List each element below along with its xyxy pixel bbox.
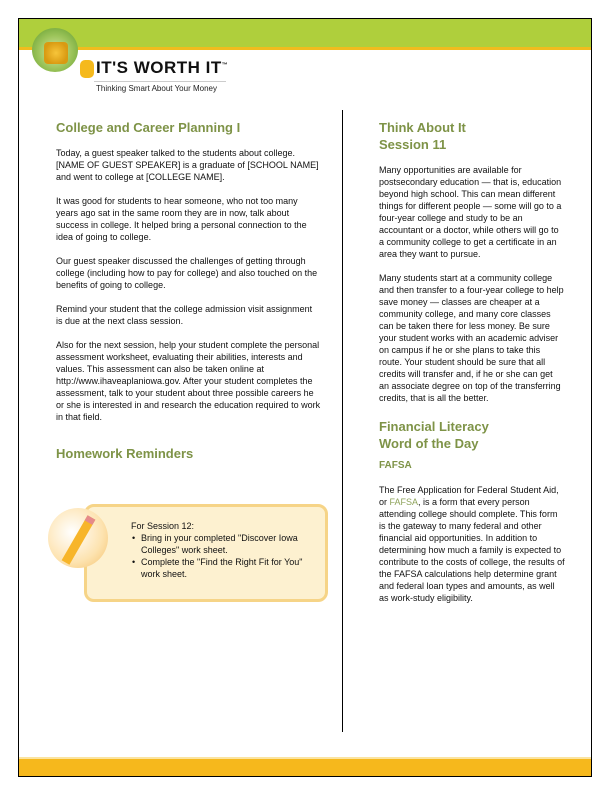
paragraph: Our guest speaker discussed the challenges of getting through college (including how to pay for college) and also touched on the benefits of going to college. [56,256,318,290]
homework-list [131,520,316,580]
paragraph: Remind your student that the college admission visit assignment is due at the next class session. [56,304,313,326]
definition [379,484,565,604]
callout-title: For Session 12: [131,521,195,531]
coins-cloud-icon [32,28,78,72]
paragraph: Today, a guest speaker talked to the students about college. [NAME OF GUEST SPEAKER] is a graduate of [SCHOOL NAME] and went to college at [COLLEGE NAME]. [56,148,319,182]
homework-heading: Homework Reminders [56,446,194,461]
brand-text: IT'S WORTH IT [96,58,222,77]
paragraph: Many opportunities are available for postsecondary education — that is, education beyond high school. This can mean different things for different people — some will go to a four-year college and study to be an accountant or a doctor, while others will go to a community college to get a certificate in an area they want to pursue. [379,165,562,259]
pencil-icon [48,508,108,568]
paragraph: Many students start at a community college and then transfer to a four-year college to help save money — classes are cheaper at a community college, and many core classes can be taken there for less money. Be sure your student works with an academic adviser on campus if he or she plans to take this route. Your student should be sure that all credits will transfer and, if he or she can get an associate degree on top of the transferring credits, that is all the better. [379,273,564,403]
section-heading: College and Career Planning I [56,120,241,135]
right-column [379,119,565,604]
definition-text: , is a form that every person attending college should complete. This form is the gateway to many federal and other financial aid opportunities. In addition to determining how much a family is expected to contribute to the costs of college, the results of the FAFSA calculations help determine grant and federal loan types and amounts, as well as work-study eligibility. [379,497,565,603]
definition-term: FAFSA [389,497,419,507]
paragraph: Also for the next session, help your student complete the personal assessment worksheet, evaluating their abilities, interests and values. This assessment can also be taken online at http://www.ihaveaplaniowa.gov. After your student completes the assessment, talk to your student about three possible careers he or she is interested in and research the education required to work in that field. [56,340,321,422]
definition-text: The Free Application for Federal Student Aid, or [379,485,559,507]
paragraph: It was good for students to hear someone, who not too many years ago sat in the same room they are in now, talk about success in college. It helped bring a personal connection to the idea of going to college. [56,196,307,242]
footer-bar [19,757,591,776]
session-heading: Session 11 [379,137,447,152]
left-column [56,119,321,462]
word-of-day-heading: Word of the Day [379,436,479,451]
section-heading: Think About It [379,120,466,135]
brand-name [96,58,228,78]
financial-literacy-heading: Financial Literacy [379,419,489,434]
list-item: • Complete the "Find the Right Fit for You" work sheet. [141,556,316,580]
list-item: • Bring in your completed "Discover Iowa Colleges" work sheet. [141,532,316,556]
trademark: ™ [221,62,229,69]
word-of-day: FAFSA [379,460,412,471]
logo [30,28,230,98]
tagline: Thinking Smart About Your Money [96,84,217,93]
column-divider [342,110,343,732]
owl-mascot-icon [80,60,94,78]
